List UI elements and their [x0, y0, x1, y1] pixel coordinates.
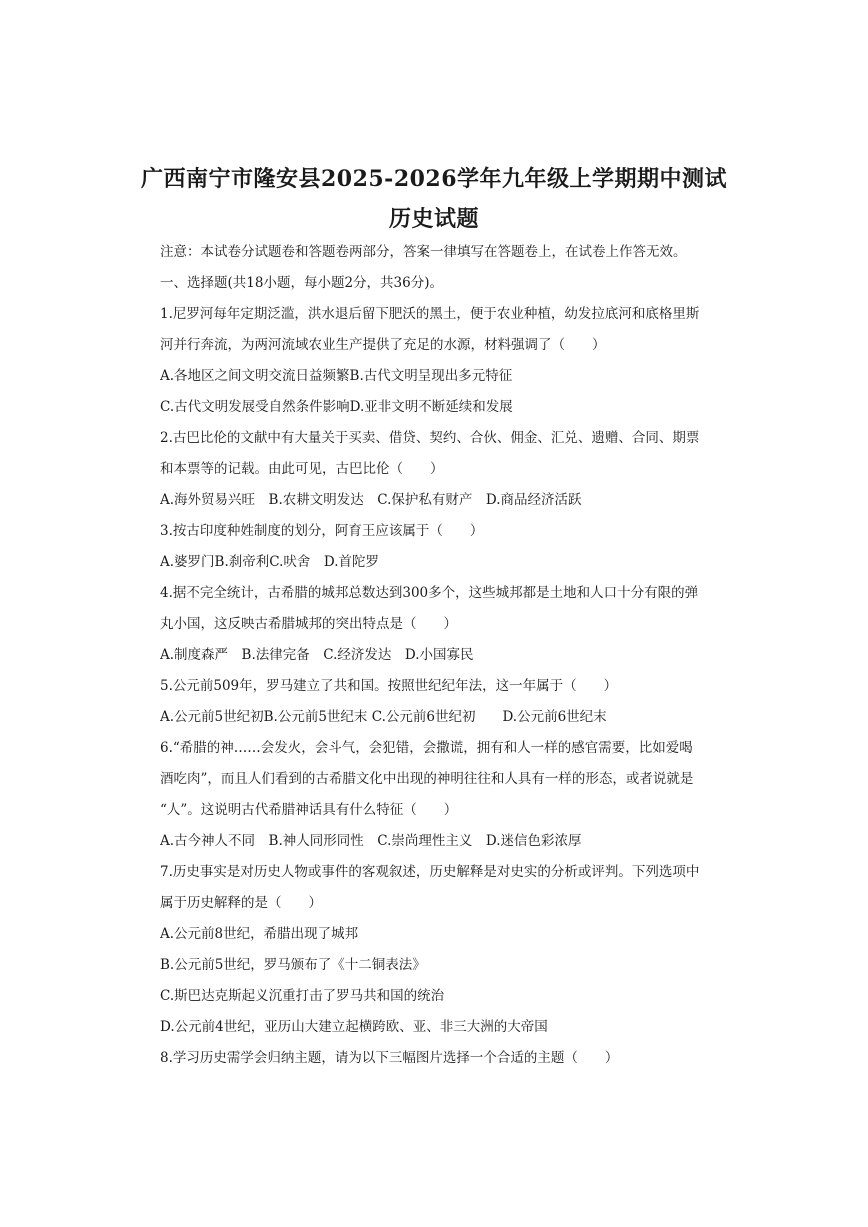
q4-options: A.制度森严 B.法律完备 C.经济发达 D.小国寡民: [160, 647, 474, 663]
q8-stem: 8.学习历史需学会归纳主题，请为以下三幅图片选择一个合适的主题（ ）: [160, 1050, 619, 1066]
q2-stem-line1: 2.古巴比伦的文献中有大量关于买卖、借贷、契约、合伙、佣金、汇兑、遗赠、合同、期票: [160, 430, 700, 446]
q6-options: A.古今神人不同 B.神人同形同性 C.崇尚理性主义 D.迷信色彩浓厚: [160, 833, 582, 849]
q3-options: A.婆罗门B.刹帝利C.吠舍 D.首陀罗: [160, 554, 380, 570]
notice-text: 注意：本试卷分试题卷和答题卷两部分，答案一律填写在答题卷上，在试卷上作答无效。: [160, 244, 687, 260]
q5-options: A.公元前5世纪初B.公元前5世纪末 C.公元前6世纪初 D.公元前6世纪末: [160, 709, 607, 725]
q2-options: A.海外贸易兴旺 B.农耕文明发达 C.保护私有财产 D.商品经济活跃: [160, 492, 582, 508]
exam-title: 广西南宁市隆安县2025-2026学年九年级上学期期中测试: [140, 166, 728, 192]
q7-option-d: D.公元前4世纪，亚历山大建立起横跨欧、亚、非三大洲的大帝国: [160, 1019, 548, 1035]
q1-options-line1: A.各地区之间文明交流日益频繁B.古代文明呈现出多元特征: [160, 368, 513, 384]
q3-stem: 3.按古印度种姓制度的划分，阿育王应该属于（ ）: [160, 523, 484, 539]
q2-stem-line2: 和本票等的记载。由此可见，古巴比伦（ ）: [160, 461, 444, 477]
q7-stem-line1: 7.历史事实是对历史人物或事件的客观叙述，历史解释是对史实的分析或评判。下列选项中: [160, 864, 700, 880]
exam-subtitle: 历史试题: [388, 206, 479, 232]
q7-option-b: B.公元前5世纪，罗马颁布了《十二铜表法》: [160, 957, 426, 973]
q1-stem-line2: 河并行奔流，为两河流域农业生产提供了充足的水源，材料强调了（ ）: [160, 337, 606, 353]
q7-stem-line2: 属于历史解释的是（ ）: [160, 895, 322, 911]
section-heading: 一、选择题(共18小题，每小题2分，共36分)。: [160, 275, 443, 291]
q6-stem-line1: 6.“希腊的神……会发火，会斗气，会犯错，会撒谎，拥有和人一样的感官需要，比如爱喝: [160, 740, 693, 756]
q5-stem: 5.公元前509年，罗马建立了共和国。按照世纪纪年法，这一年属于（ ）: [160, 678, 618, 694]
q4-stem-line1: 4.据不完全统计，古希腊的城邦总数达到300多个，这些城邦都是土地和人口十分有限的弹: [160, 585, 699, 601]
q6-stem-line2: 酒吃肉”，而且人们看到的古希腊文化中出现的神明往往和人具有一样的形态，或者说就是: [160, 771, 694, 787]
q1-stem-line1: 1.尼罗河每年定期泛滥，洪水退后留下肥沃的黑土，便于农业种植，幼发拉底河和底格里斯: [160, 306, 700, 322]
q7-option-a: A.公元前8世纪，希腊出现了城邦: [160, 926, 359, 942]
q4-stem-line2: 丸小国，这反映古希腊城邦的突出特点是（ ）: [160, 616, 457, 632]
q6-stem-line3: “人”。这说明古代希腊神话具有什么特征（ ）: [160, 802, 458, 818]
q7-option-c: C.斯巴达克斯起义沉重打击了罗马共和国的统治: [160, 988, 445, 1004]
q1-options-line2: C.古代文明发展受自然条件影响D.亚非文明不断延续和发展: [160, 399, 513, 415]
